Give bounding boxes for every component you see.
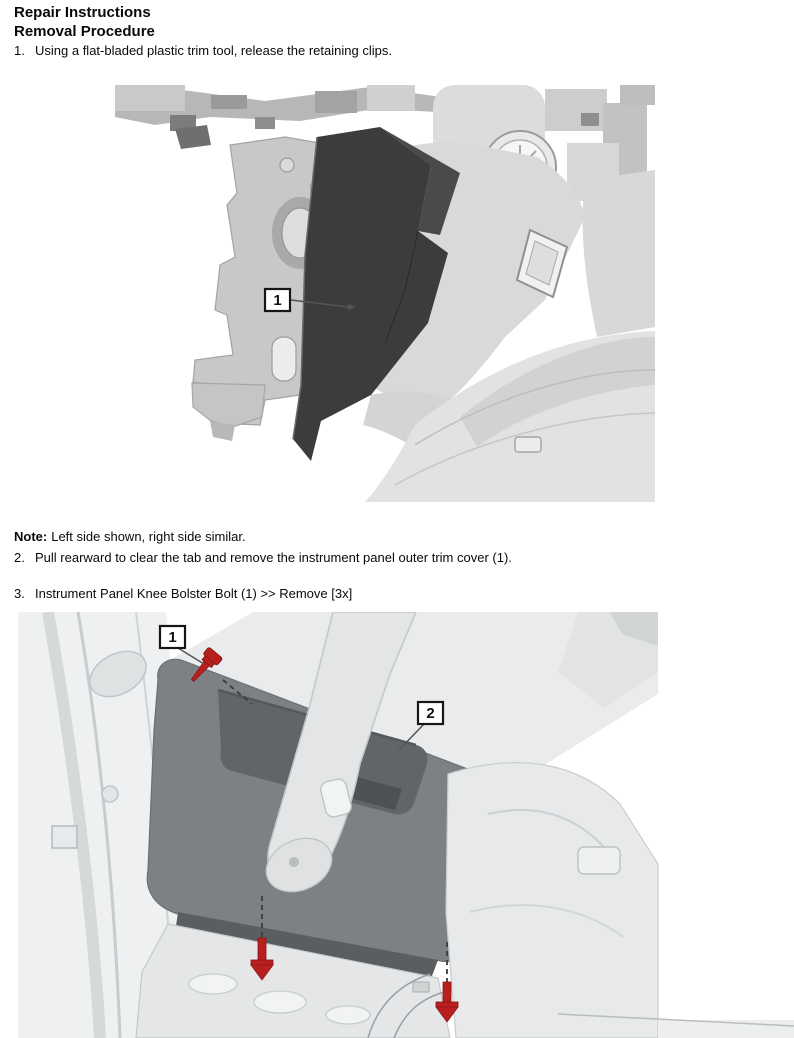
step-1 bbox=[14, 43, 784, 59]
step-3 bbox=[14, 586, 784, 602]
note-text: Left side shown, right side similar. bbox=[51, 529, 246, 544]
console-structure bbox=[446, 763, 794, 1038]
step-1-text: Using a flat-bladed plastic trim tool, release the retaining clips. bbox=[35, 43, 392, 58]
page-title: Repair Instructions bbox=[14, 4, 151, 21]
callout-1-label: 1 bbox=[273, 292, 282, 309]
step-2 bbox=[14, 550, 784, 566]
section-title: Removal Procedure bbox=[14, 23, 155, 40]
figure-knee-bolster bbox=[18, 612, 794, 1038]
figure2-callout-2-label: 2 bbox=[426, 705, 435, 722]
note-label: Note: bbox=[14, 529, 48, 544]
figure2-callout-1-label: 1 bbox=[168, 629, 177, 646]
knee-bolster-illustration bbox=[18, 612, 794, 1038]
outer-trim-cover-illustration bbox=[115, 85, 655, 502]
step-3-text: Instrument Panel Knee Bolster Bolt (1) >> Remove [3x] bbox=[35, 586, 353, 601]
note bbox=[14, 529, 246, 545]
step-2-number: 2. bbox=[14, 550, 25, 565]
step-3-number: 3. bbox=[14, 586, 25, 601]
step-1-number: 1. bbox=[14, 43, 25, 58]
step-2-text: Pull rearward to clear the tab and remove the instrument panel outer trim cover (1). bbox=[35, 550, 512, 565]
figure-outer-trim-cover bbox=[115, 85, 655, 502]
